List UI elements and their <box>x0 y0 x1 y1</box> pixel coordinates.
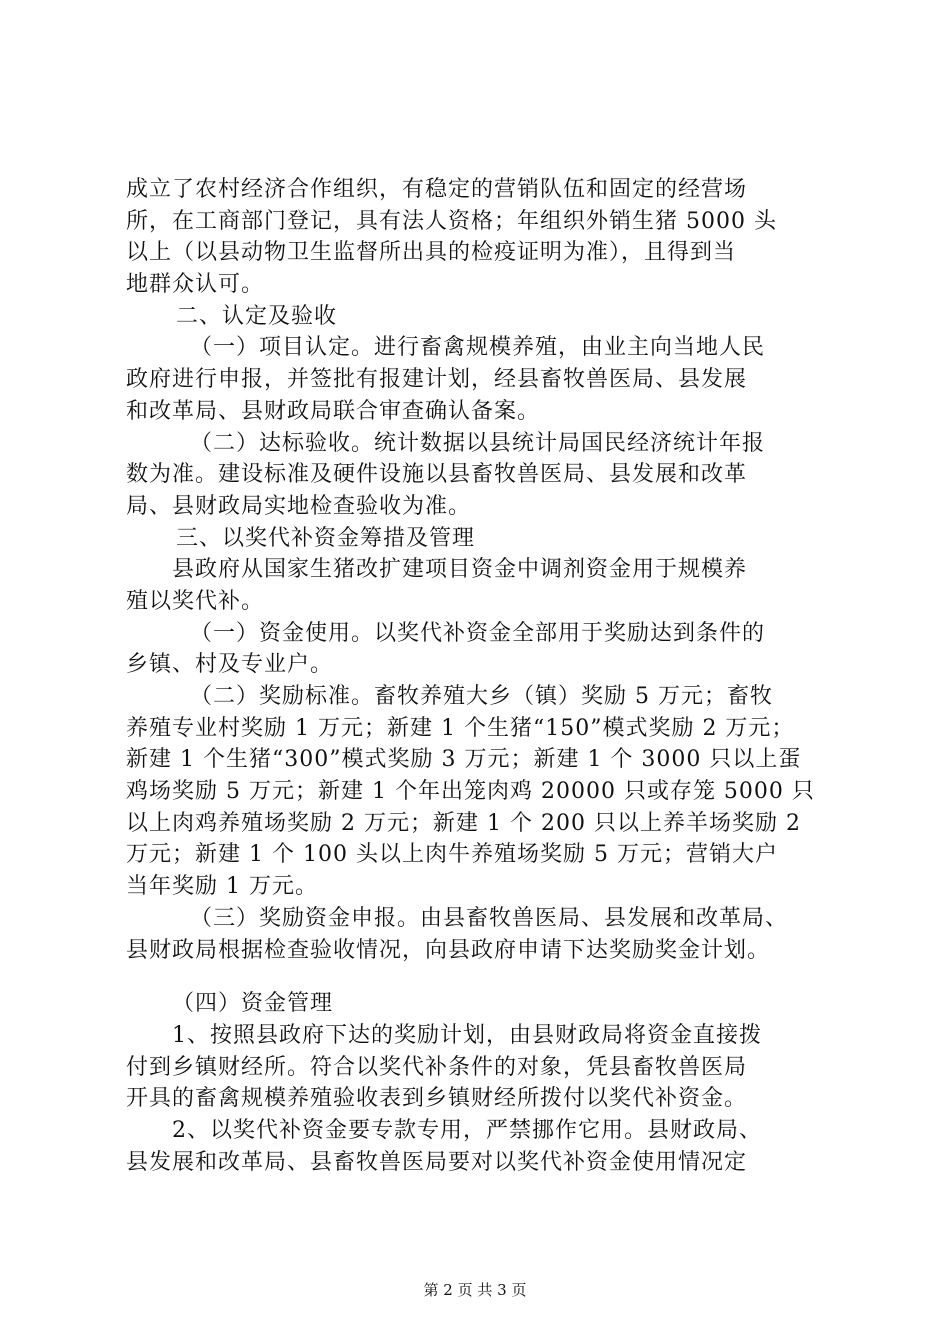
text-line: 政府进行申报，并签批有报建计划，经县畜牧兽医局、县发展 <box>126 367 748 393</box>
text-line: （一）项目认定。进行畜禽规模养殖，由业主向当地人民 <box>190 335 766 361</box>
text-line: 1、按照县政府下达的奖励计划，由县财政局将资金直接拨 <box>172 1022 762 1048</box>
document-body <box>126 174 838 1178</box>
text-line: （一）资金使用。以奖代补资金全部用于奖励达到条件的 <box>190 620 766 646</box>
text-line: 以上肉鸡养殖场奖励 2 万元；新建 1 个 200 只以上养羊场奖励 2 <box>126 810 801 836</box>
text-line: 县财政局根据检查验收情况，向县政府申请下达奖励奖金计划。 <box>126 937 771 963</box>
text-line: （二）达标验收。统计数据以县统计局国民经济统计年报 <box>190 430 766 456</box>
text-line: 和改革局、县财政局联合审查确认备案。 <box>126 398 541 424</box>
text-line: 县政府从国家生猪改扩建项目资金中调剂资金用于规模养 <box>172 557 748 583</box>
section-heading: 三、以奖代补资金筹措及管理 <box>176 525 476 551</box>
text-line: 殖以奖代补。 <box>126 588 265 614</box>
section-heading: （四）资金管理 <box>172 991 334 1017</box>
text-line: 所，在工商部门登记，具有法人资格；年组织外销生猪 5000 头 <box>126 208 777 234</box>
text-line: （三）奖励资金申报。由县畜牧兽医局、县发展和改革局、 <box>190 905 789 931</box>
text-line: 鸡场奖励 5 万元；新建 1 个年出笼肉鸡 20000 只或存笼 5000 只 <box>126 779 815 805</box>
text-line: 局、县财政局实地检查验收为准。 <box>126 493 472 519</box>
paragraph-gap <box>126 966 838 988</box>
text-line: 以上（以县动物卫生监督所出具的检疫证明为准），且得到当 <box>126 240 737 266</box>
text-line: 县发展和改革局、县畜牧兽医局要对以奖代补资金使用情况定 <box>126 1149 748 1175</box>
text-line: 地群众认可。 <box>126 272 265 298</box>
text-line: 2、以奖代补资金要专款专用，严禁挪作它用。县财政局、 <box>172 1117 762 1143</box>
page-number-footer: 第 2 页 共 3 页 <box>423 1281 527 1299</box>
text-line: 付到乡镇财经所。符合以奖代补条件的对象，凭县畜牧兽医局 <box>126 1054 748 1080</box>
text-line: 乡镇、村及专业户。 <box>126 652 334 678</box>
text-line: 当年奖励 1 万元。 <box>126 874 318 900</box>
section-heading: 二、认定及验收 <box>176 303 338 329</box>
text-line: （二）奖励标准。畜牧养殖大乡（镇）奖励 5 万元；畜牧 <box>190 684 773 709</box>
text-line: 数为准。建设标准及硬件设施以县畜牧兽医局、县发展和改革 <box>126 462 748 488</box>
text-line: 万元；新建 1 个 100 头以上肉牛养殖场奖励 5 万元；营销大户 <box>126 842 778 868</box>
text-line: 开具的畜禽规模养殖验收表到乡镇财经所拨付以奖代补资金。 <box>126 1086 748 1112</box>
text-line: 养殖专业村奖励 1 万元；新建 1 个生猪“150”模式奖励 2 万元； <box>126 715 795 741</box>
text-line: 新建 1 个生猪“300”模式奖励 3 万元；新建 1 个 3000 只以上蛋 <box>126 747 802 773</box>
text-line: 成立了农村经济合作组织，有稳定的营销队伍和固定的经营场 <box>126 177 748 202</box>
